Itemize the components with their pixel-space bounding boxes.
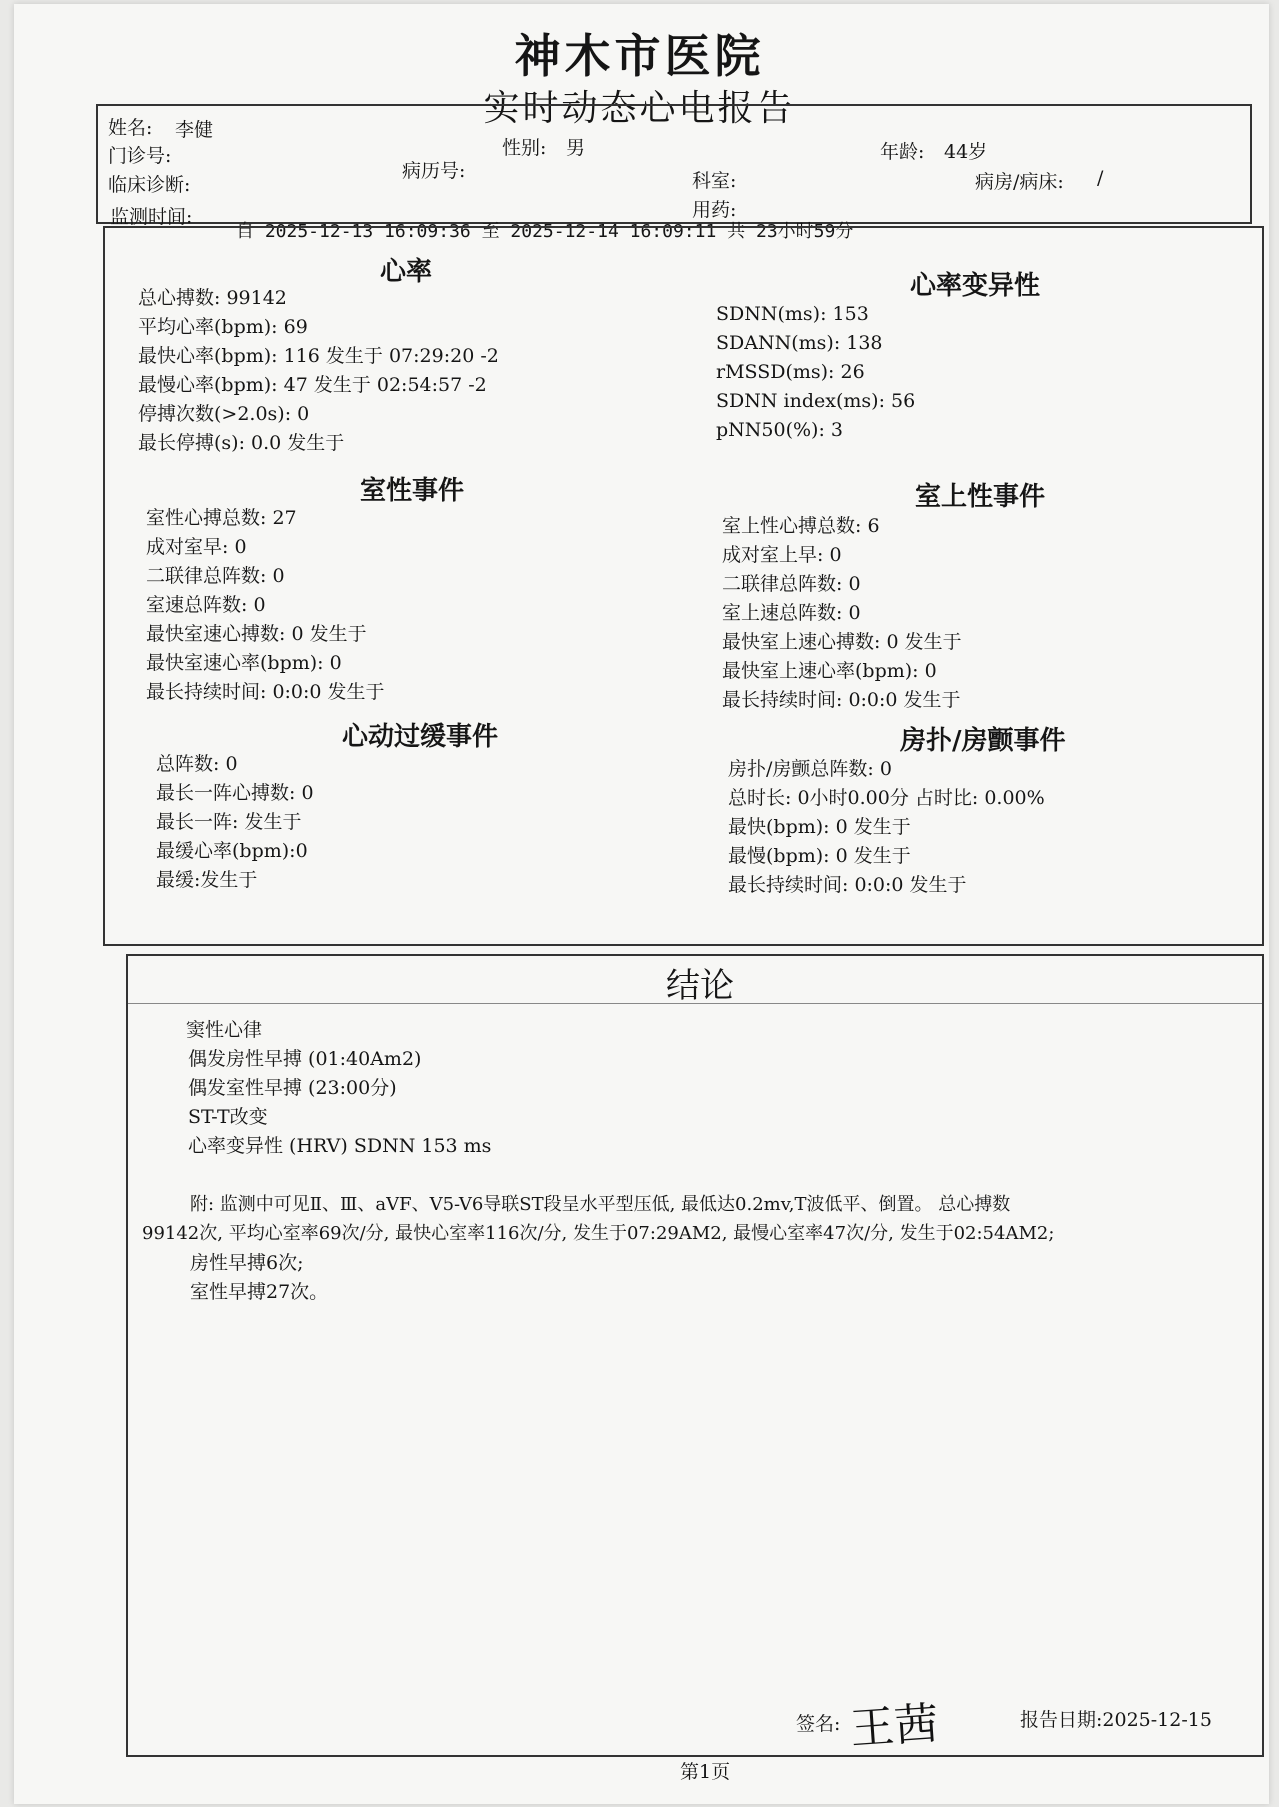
conclusion-note-line: 室性早搏27次。 [190,1281,329,1303]
bradycardia-item: 最缓:发生于 [156,869,258,891]
monitor-time-label: 监测时间: [110,206,193,228]
supraventricular-item: 室上性心搏总数: 6 [722,515,880,537]
ventricular-item: 室速总阵数: 0 [146,594,266,616]
ventricular-list [146,504,385,707]
patient-name-label: 姓名: [108,117,153,139]
ventricular-item: 最快室速心率(bpm): 0 [146,652,342,674]
conclusion-note-line: 99142次, 平均心室率69次/分, 最快心室率116次/分, 发生于07:29AM2, 最慢心室率47次/分, 发生于02:54AM2; [142,1223,1055,1244]
af-item: 总时长: 0小时0.00分 占时比: 0.00% [728,787,1045,809]
signature-label: 签名: [796,1713,841,1735]
hospital-name: 神木市医院 [514,29,765,83]
heart-rate-item: 最长停搏(s): 0.0 发生于 [138,432,345,454]
ventricular-events-title: 室性事件 [360,476,465,506]
supraventricular-item: 二联律总阵数: 0 [722,573,861,595]
patient-info-box [96,104,1252,224]
page-number: 第1页 [680,1761,731,1783]
supraventricular-item: 成对室上早: 0 [722,544,842,566]
conclusion-note-line: 附: 监测中可见Ⅱ、Ⅲ、aVF、V5-V6导联ST段呈水平型压低, 最低达0.2mv,T波低平、倒置。 总心搏数 [190,1194,1011,1215]
supraventricular-list [722,512,962,715]
gender-value: 男 [566,137,586,159]
report-title: 实时动态心电报告 [483,88,796,129]
bradycardia-events-title: 心动过缓事件 [342,722,499,752]
conclusion-item: 偶发室性早搏 (23:00分) [188,1077,397,1099]
report-date: 报告日期:2025-12-15 [1020,1709,1212,1731]
af-list [728,755,1045,900]
heart-rate-list [138,284,499,458]
af-item: 房扑/房颤总阵数: 0 [728,758,892,780]
bradycardia-list [156,750,314,895]
record-number-label: 病历号: [402,160,466,182]
conclusion-item: 心率变异性 (HRV) SDNN 153 ms [188,1135,492,1157]
patient-name: 李健 [175,119,214,141]
bradycardia-item: 最缓心率(bpm):0 [156,840,308,862]
hrv-item: SDNN index(ms): 56 [716,390,916,412]
handwritten-signature: 王茜 [848,1697,940,1755]
hrv-item: pNN50(%): 3 [716,419,843,441]
af-item: 最长持续时间: 0:0:0 发生于 [728,874,967,896]
af-item: 最慢(bpm): 0 发生于 [728,845,911,867]
supraventricular-item: 最长持续时间: 0:0:0 发生于 [722,689,961,711]
heart-rate-title: 心率 [380,257,433,287]
bradycardia-item: 最长一阵心搏数: 0 [156,782,314,804]
conclusion-item: 窦性心律 [186,1019,263,1041]
conclusion-item: 偶发房性早搏 (01:40Am2) [188,1048,422,1070]
ventricular-item: 二联律总阵数: 0 [146,565,285,587]
clinical-diagnosis-label: 临床诊断: [108,174,191,196]
gender-label: 性别: [502,137,547,159]
conclusion-item: ST-T改变 [188,1106,268,1128]
supraventricular-item: 室上速总阵数: 0 [722,602,861,624]
af-item: 最快(bpm): 0 发生于 [728,816,911,838]
supraventricular-item: 最快室上速心率(bpm): 0 [722,660,937,682]
heart-rate-item: 总心搏数: 99142 [138,287,287,309]
ward-label: 病房/病床: [975,171,1064,193]
heart-rate-item: 平均心率(bpm): 69 [138,316,308,338]
bradycardia-item: 总阵数: 0 [156,753,238,775]
conclusion-title: 结论 [666,966,734,1006]
medication-label: 用药: [692,199,737,221]
hrv-item: SDNN(ms): 153 [716,303,869,325]
hrv-item: rMSSD(ms): 26 [716,361,865,383]
ventricular-item: 室性心搏总数: 27 [146,507,297,529]
af-events-title: 房扑/房颤事件 [900,726,1066,756]
monitor-time-value: 自 2025-12-13 16:09:36 至 2025-12-14 16:09:11 共 23小时59分 [236,221,854,242]
hrv-title: 心率变异性 [910,271,1041,301]
age-label: 年龄: [880,141,925,163]
heart-rate-item: 最快心率(bpm): 116 发生于 07:29:20 -2 [138,345,499,367]
ventricular-item: 成对室早: 0 [146,536,247,558]
age-value: 44岁 [944,141,988,163]
department-label: 科室: [692,170,737,192]
heart-rate-item: 停搏次数(>2.0s): 0 [138,403,310,425]
supraventricular-item: 最快室上速心搏数: 0 发生于 [722,631,962,653]
hrv-list [716,300,915,445]
ward-value: / [1097,167,1104,189]
hrv-item: SDANN(ms): 138 [716,332,883,354]
supraventricular-events-title: 室上性事件 [915,482,1046,512]
ventricular-item: 最长持续时间: 0:0:0 发生于 [146,681,385,703]
bradycardia-item: 最长一阵: 发生于 [156,811,302,833]
conclusion-note-line: 房性早搏6次; [190,1252,304,1274]
ventricular-item: 最快室速心搏数: 0 发生于 [146,623,367,645]
heart-rate-item: 最慢心率(bpm): 47 发生于 02:54:57 -2 [138,374,487,396]
outpatient-label: 门诊号: [108,145,172,167]
